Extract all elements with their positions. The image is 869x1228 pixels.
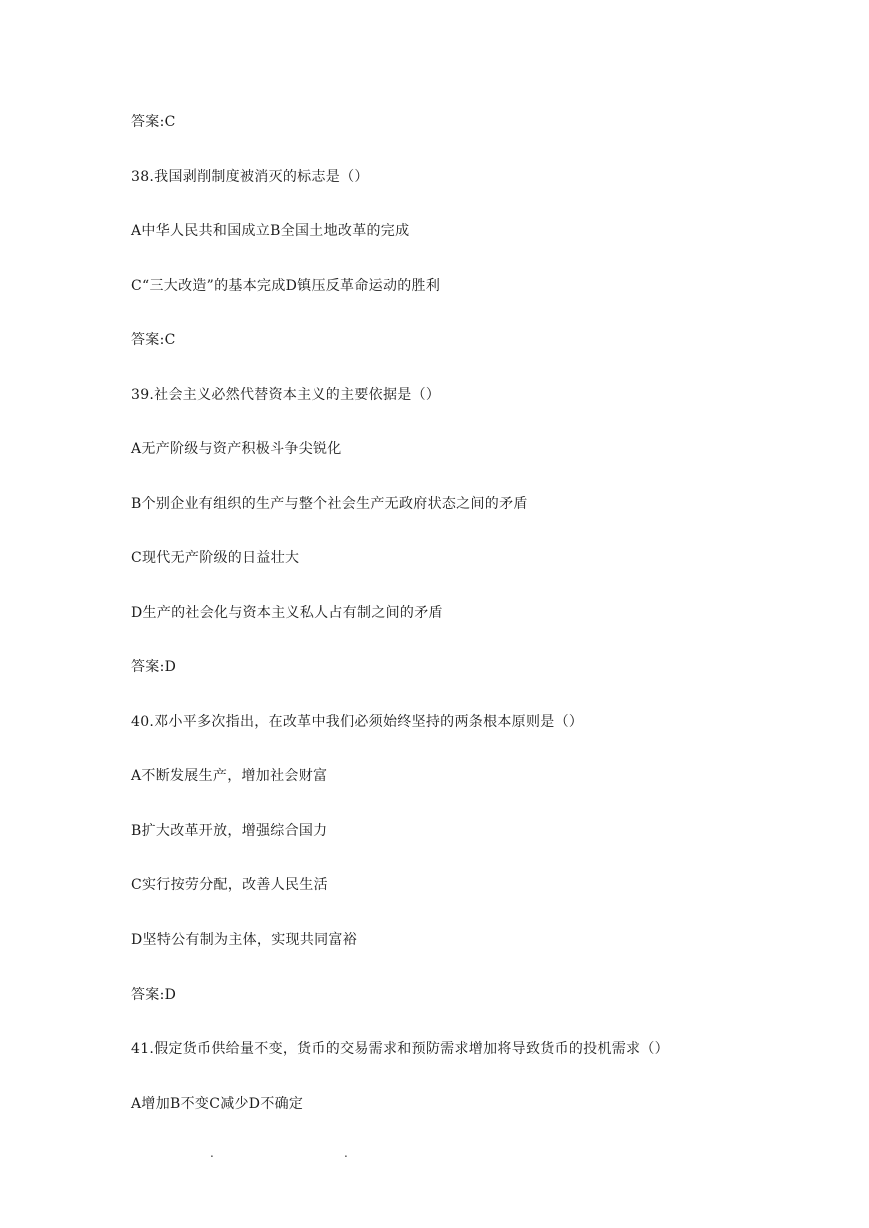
answer-38: 答案:C xyxy=(131,332,176,348)
question-40-option-a: A不断发展生产，增加社会财富 xyxy=(131,768,328,784)
footer-mark: . xyxy=(210,1146,214,1160)
question-39-option-c: C现代无产阶级的日益壮大 xyxy=(131,550,300,566)
answer-39: 答案:D xyxy=(131,659,177,675)
answer-40: 答案:D xyxy=(131,987,177,1003)
question-40-option-d: D坚特公有制为主体，实现共同富裕 xyxy=(131,932,358,948)
question-40-option-b: B扩大改革开放，增强综合国力 xyxy=(131,823,328,839)
question-39-option-a: A无产阶级与资产积极斗争尖锐化 xyxy=(131,441,342,457)
answer-37: 答案:C xyxy=(131,114,176,130)
question-38: 38.我国剥削制度被消灭的标志是（） xyxy=(131,169,369,185)
question-39: 39.社会主义必然代替资本主义的主要依据是（） xyxy=(131,387,441,403)
question-39-option-b: B个别企业有组织的生产与整个社会生产无政府状态之间的矛盾 xyxy=(131,496,528,512)
question-38-options-ab: A中华人民共和国成立B全国土地改革的完成 xyxy=(131,223,410,239)
question-38-options-cd: C“三大改造”的基本完成D镇压反革命运动的胜利 xyxy=(131,278,441,294)
question-41: 41.假定货币供给量不变，货币的交易需求和预防需求增加将导致货币的投机需求（） xyxy=(131,1041,669,1057)
question-40: 40.邓小平多次指出，在改革中我们必须始终坚持的两条根本原则是（） xyxy=(131,714,584,730)
question-40-option-c: C实行按劳分配，改善人民生活 xyxy=(131,877,328,893)
question-39-option-d: D生产的社会化与资本主义私人占有制之间的矛盾 xyxy=(131,605,443,621)
footer-mark: . xyxy=(344,1146,348,1160)
question-41-options: A增加B不变C减少D不确定 xyxy=(131,1096,304,1112)
